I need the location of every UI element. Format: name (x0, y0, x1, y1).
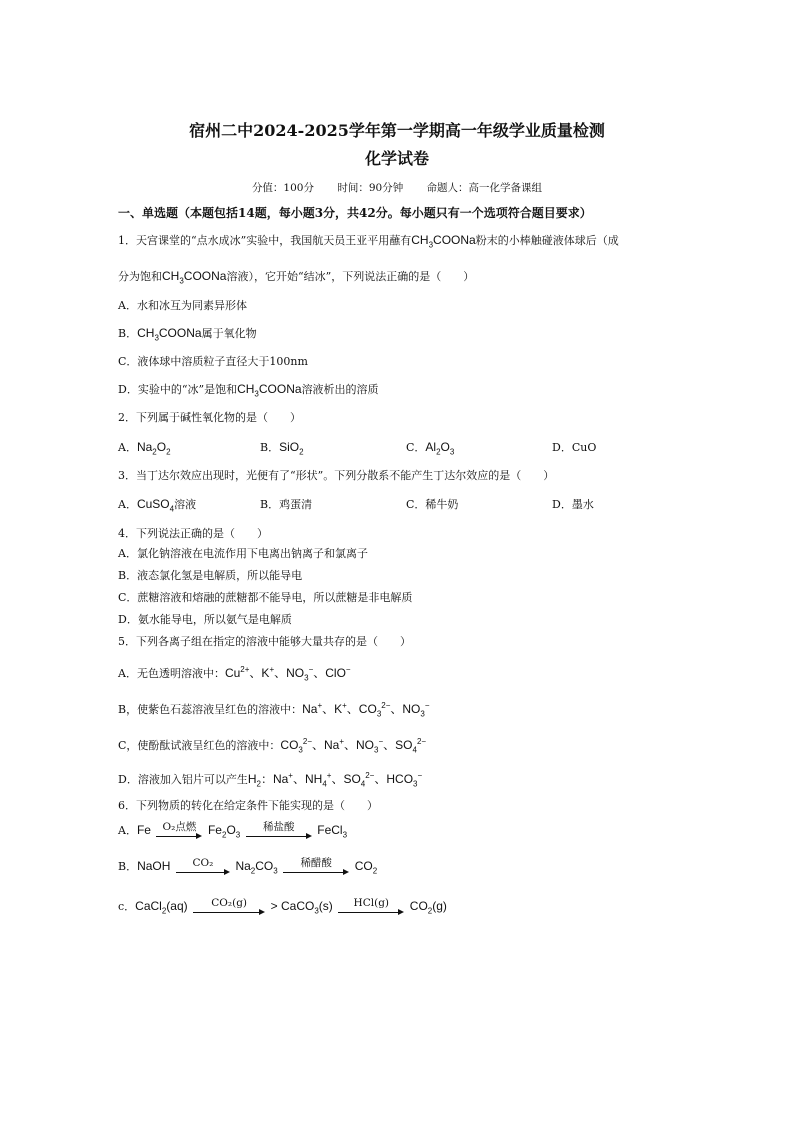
q6-option-b: B．NaOH CO₂ $Na_2CO_3$ 稀醋酸 $CO_2$ (118, 857, 378, 876)
exam-meta (0, 180, 794, 195)
formula-ch3coona: $CH_3COONa$ (162, 269, 227, 286)
reaction-arrow: O₂点燃 (156, 821, 202, 841)
reaction-arrow: HCl(g) (338, 897, 404, 917)
q6-stem: 6．下列物质的转化在给定条件下能实现的是（ ） (118, 799, 378, 812)
exam-subtitle: 化学试卷 (364, 149, 429, 168)
exam-title: 宿州二中2024-2025学年第一学期高一年级学业质量检测 (189, 121, 605, 140)
q3-option-b: B．鸡蛋清 (260, 498, 313, 511)
meta-author: 命题人：高一化学备课组 (426, 182, 543, 194)
reaction-arrow: 稀醋酸 (283, 857, 349, 877)
q2-option-b: B．SiO$_2$ (260, 440, 304, 457)
q4-option-d: D．氨水能导电，所以氨气是电解质 (118, 613, 292, 626)
q2-option-d: D．CuO (552, 441, 597, 454)
q3-option-d: D．墨水 (552, 498, 594, 511)
q4-option-c: C．蔗糖溶液和熔融的蔗糖都不能导电，所以蔗糖是非电解质 (118, 591, 413, 604)
q1-option-c: C．液体球中溶质粒子直径大于100nm (118, 355, 308, 368)
q2-stem: 2．下列属于碱性氧化物的是（ ） (118, 411, 301, 424)
q5-option-a: A．无色透明溶液中：$Cu^{2+}$、K+、$NO_3^-$、ClO− (118, 665, 351, 683)
q1-stem-line1: 1．天宫课堂的“点水成冰”实验中，我国航天员王亚平用蘸有$CH_3COONa$粉末的小棒触碰液体球后（成 (118, 233, 619, 250)
meta-time: 时间：90分钟 (337, 182, 404, 194)
q4-option-b: B．液态氯化氢是电解质，所以能导电 (118, 569, 303, 582)
q1-option-b: B．$CH_3COONa$属于氧化物 (118, 326, 257, 343)
q1-stem-line2: 分为饱和$CH_3COONa$溶液），它开始“结冰”，下列说法正确的是（ ） (118, 269, 475, 286)
section-heading: 一、单选题（本题包括14题，每小题3分，共42分。每小题只有一个选项符合题目要求） (118, 206, 592, 220)
q1-option-d: D．实验中的“冰”是饱和$CH_3COONa$溶液析出的溶质 (118, 382, 379, 399)
q2-options (118, 439, 678, 457)
meta-score: 分值：100分 (251, 182, 314, 194)
formula-ch3coona: $CH_3COONa$ (411, 233, 476, 250)
q1-option-a: A．水和冰互为同素异形体 (118, 299, 247, 312)
reaction-arrow: 稀盐酸 (246, 821, 312, 841)
q3-stem: 3．当丁达尔效应出现时，光便有了“形状”。下列分散系不能产生丁达尔效应的是（ ） (118, 469, 555, 482)
q3-option-c: C．稀牛奶 (406, 498, 459, 511)
q5-option-d: D．溶液加入铝片可以产生$H_2$：Na+、$NH_4^+$、$SO_4^{2-}$、$HCO_3^-$ (118, 771, 423, 789)
q5-stem: 5．下列各离子组在指定的溶液中能够大量共存的是（ ） (118, 635, 411, 648)
q4-option-a: A．氯化钠溶液在电流作用下电离出钠离子和氯离子 (118, 547, 368, 560)
q6-option-a: A．Fe O₂点燃 $Fe_2O_3$ 稀盐酸 FeCl$_3$ (118, 821, 348, 840)
q3-option-a: A．CuSO$_4$溶液 (118, 497, 197, 514)
q5-option-b: B，使紫色石蕊溶液呈红色的溶液中：Na+、K+、$CO_3^{2-}$、$NO_3^-$ (118, 701, 430, 719)
q2-option-c: C．$Al_2O_3$ (406, 440, 455, 457)
q3-options (118, 496, 678, 514)
reaction-arrow: CO₂ (176, 857, 230, 877)
reaction-arrow: CO₂(g) (193, 897, 265, 917)
q2-option-a: A．$Na_2O_2$ (118, 440, 171, 457)
q4-stem: 4．下列说法正确的是（ ） (118, 527, 268, 540)
q6-option-c: c．CaCl$_2$(aq) CO₂(g) > CaCO$_3$(s) HCl(g) $CO_2(g)$ (118, 897, 447, 916)
q5-option-c: C，使酚酞试液呈红色的溶液中：$CO_3^{2-}$、Na+、$NO_3^-$、$SO_4^{2-}$ (118, 737, 427, 755)
